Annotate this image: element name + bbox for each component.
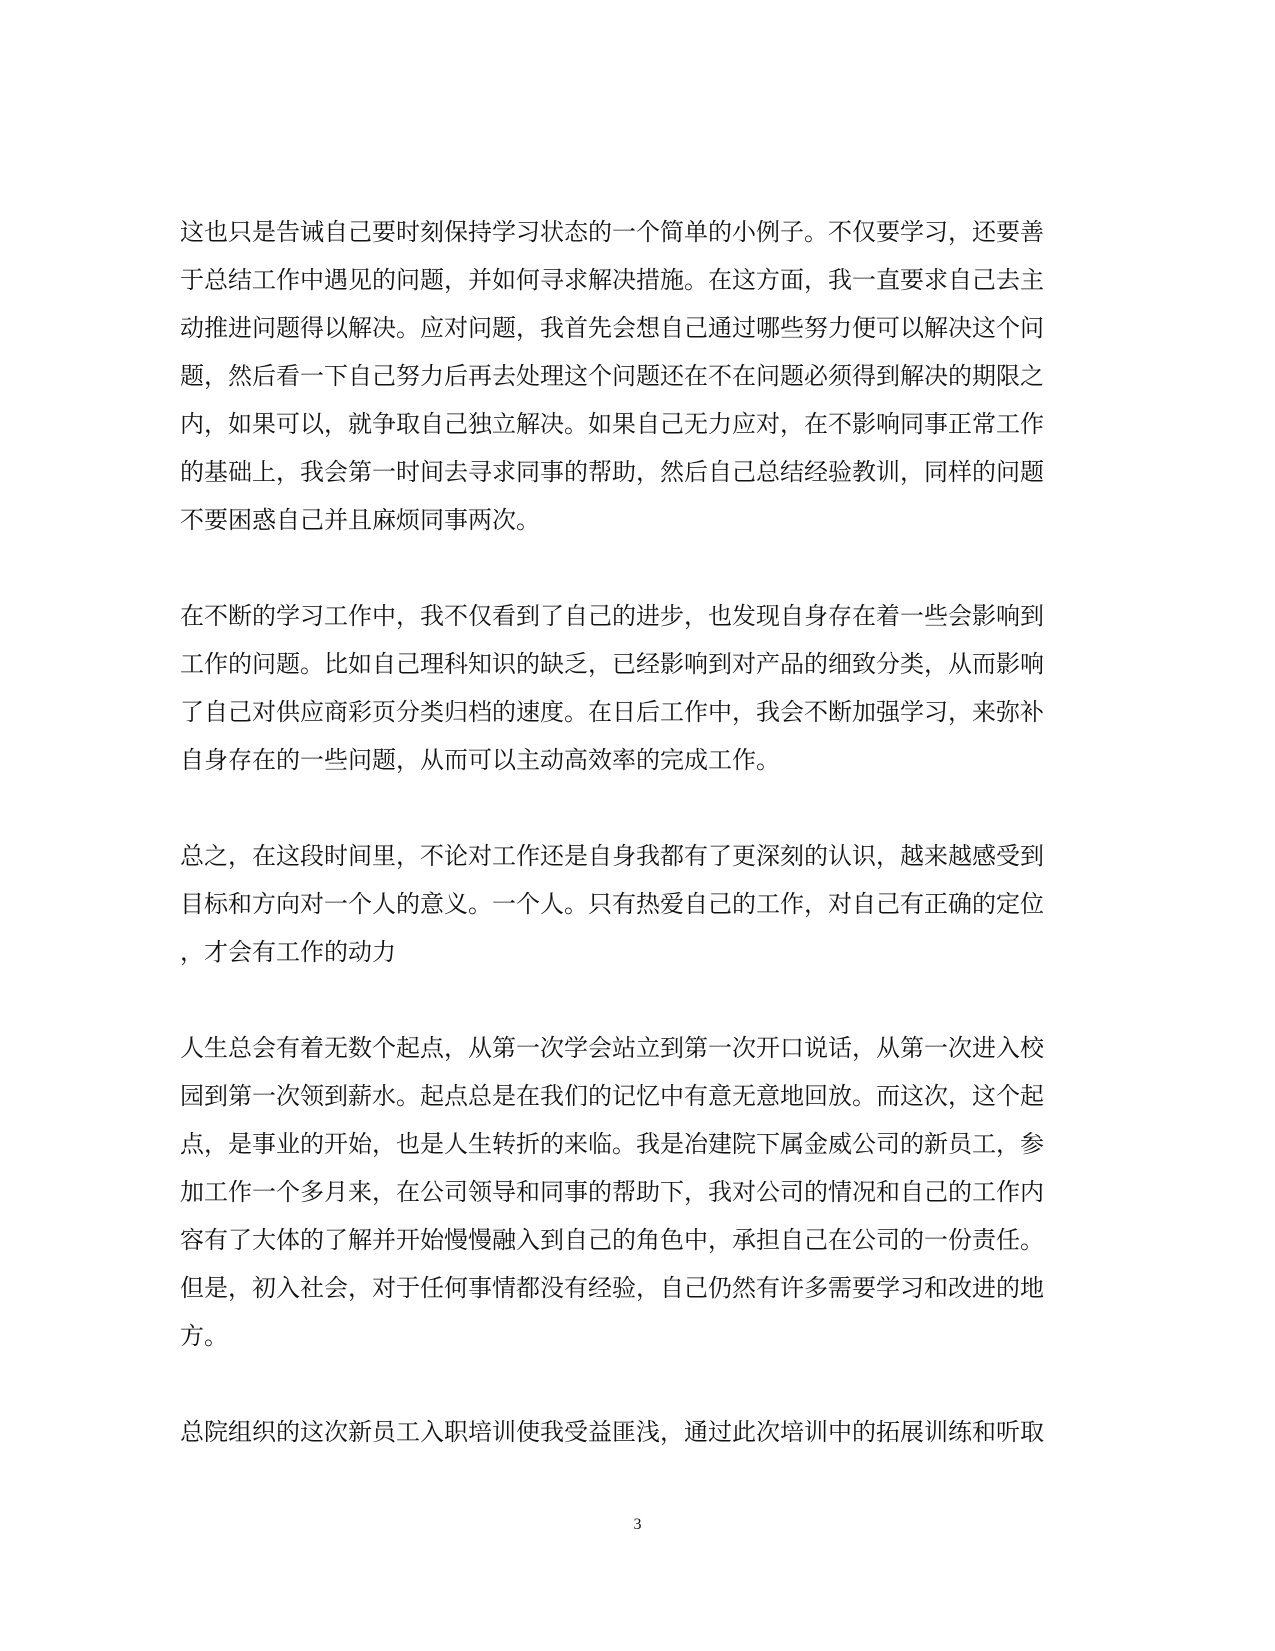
- text-line: 加工作一个多月来，在公司领导和同事的帮助下，我对公司的情况和自己的工作内: [180, 1178, 1044, 1206]
- text-line: 的基础上，我会第一时间去寻求同事的帮助，然后自己总结经验教训，同样的问题: [180, 458, 1044, 486]
- document-body: [180, 208, 1092, 1456]
- text-line: 题，然后看一下自己努力后再去处理这个问题还在不在问题必须得到解决的期限之: [180, 362, 1044, 390]
- text-line: 人生总会有着无数个起点，从第一次学会站立到第一次开口说话，从第一次进入校: [180, 1034, 1044, 1062]
- text-line: 了自己对供应商彩页分类归档的速度。在日后工作中，我会不断加强学习，来弥补: [180, 698, 1044, 726]
- text-line: 自身存在的一些问题，从而可以主动高效率的完成工作。: [180, 746, 780, 774]
- paragraph-2: [180, 592, 1092, 784]
- text-line: 内，如果可以，就争取自己独立解决。如果自己无力应对，在不影响同事正常工作: [180, 410, 1044, 438]
- paragraph-gap: [180, 544, 1092, 592]
- text-line: 工作的问题。比如自己理科知识的缺乏，已经影响到对产品的细致分类，从而影响: [180, 650, 1044, 678]
- paragraph-gap: [180, 784, 1092, 832]
- text-line: 方。: [180, 1322, 228, 1350]
- text-line: 在不断的学习工作中，我不仅看到了自己的进步，也发现自身存在着一些会影响到: [180, 602, 1044, 630]
- text-line: ，才会有工作的动力: [180, 938, 396, 966]
- paragraph-3: [180, 832, 1092, 976]
- paragraph-gap: [180, 1360, 1092, 1408]
- text-line: 目标和方向对一个人的意义。一个人。只有热爱自己的工作，对自己有正确的定位: [180, 890, 1044, 918]
- paragraph-1: [180, 208, 1092, 544]
- paragraph-gap: [180, 976, 1092, 1024]
- text-line: 于总结工作中遇见的问题，并如何寻求解决措施。在这方面，我一直要求自己去主: [180, 266, 1044, 294]
- text-line: 这也只是告诫自己要时刻保持学习状态的一个简单的小例子。不仅要学习，还要善: [180, 218, 1044, 246]
- paragraph-5: [180, 1408, 1092, 1456]
- paragraph-4: [180, 1024, 1092, 1360]
- text-line: 但是，初入社会，对于任何事情都没有经验，自己仍然有许多需要学习和改进的地: [180, 1274, 1044, 1302]
- text-line: 园到第一次领到薪水。起点总是在我们的记忆中有意无意地回放。而这次，这个起: [180, 1082, 1044, 1110]
- text-line: 总院组织的这次新员工入职培训使我受益匪浅，通过此次培训中的拓展训练和听取: [180, 1418, 1044, 1446]
- text-line: 总之，在这段时间里，不论对工作还是自身我都有了更深刻的认识，越来越感受到: [180, 842, 1044, 870]
- text-line: 不要困惑自己并且麻烦同事两次。: [180, 506, 540, 534]
- text-line: 动推进问题得以解决。应对问题，我首先会想自己通过哪些努力便可以解决这个问: [180, 314, 1044, 342]
- text-line: 点，是事业的开始，也是人生转折的来临。我是冶建院下属金威公司的新员工，参: [180, 1130, 1044, 1158]
- text-line: 容有了大体的了解并开始慢慢融入到自己的角色中，承担自己在公司的一份责任。: [180, 1226, 1044, 1254]
- page-number: 3: [633, 1516, 642, 1533]
